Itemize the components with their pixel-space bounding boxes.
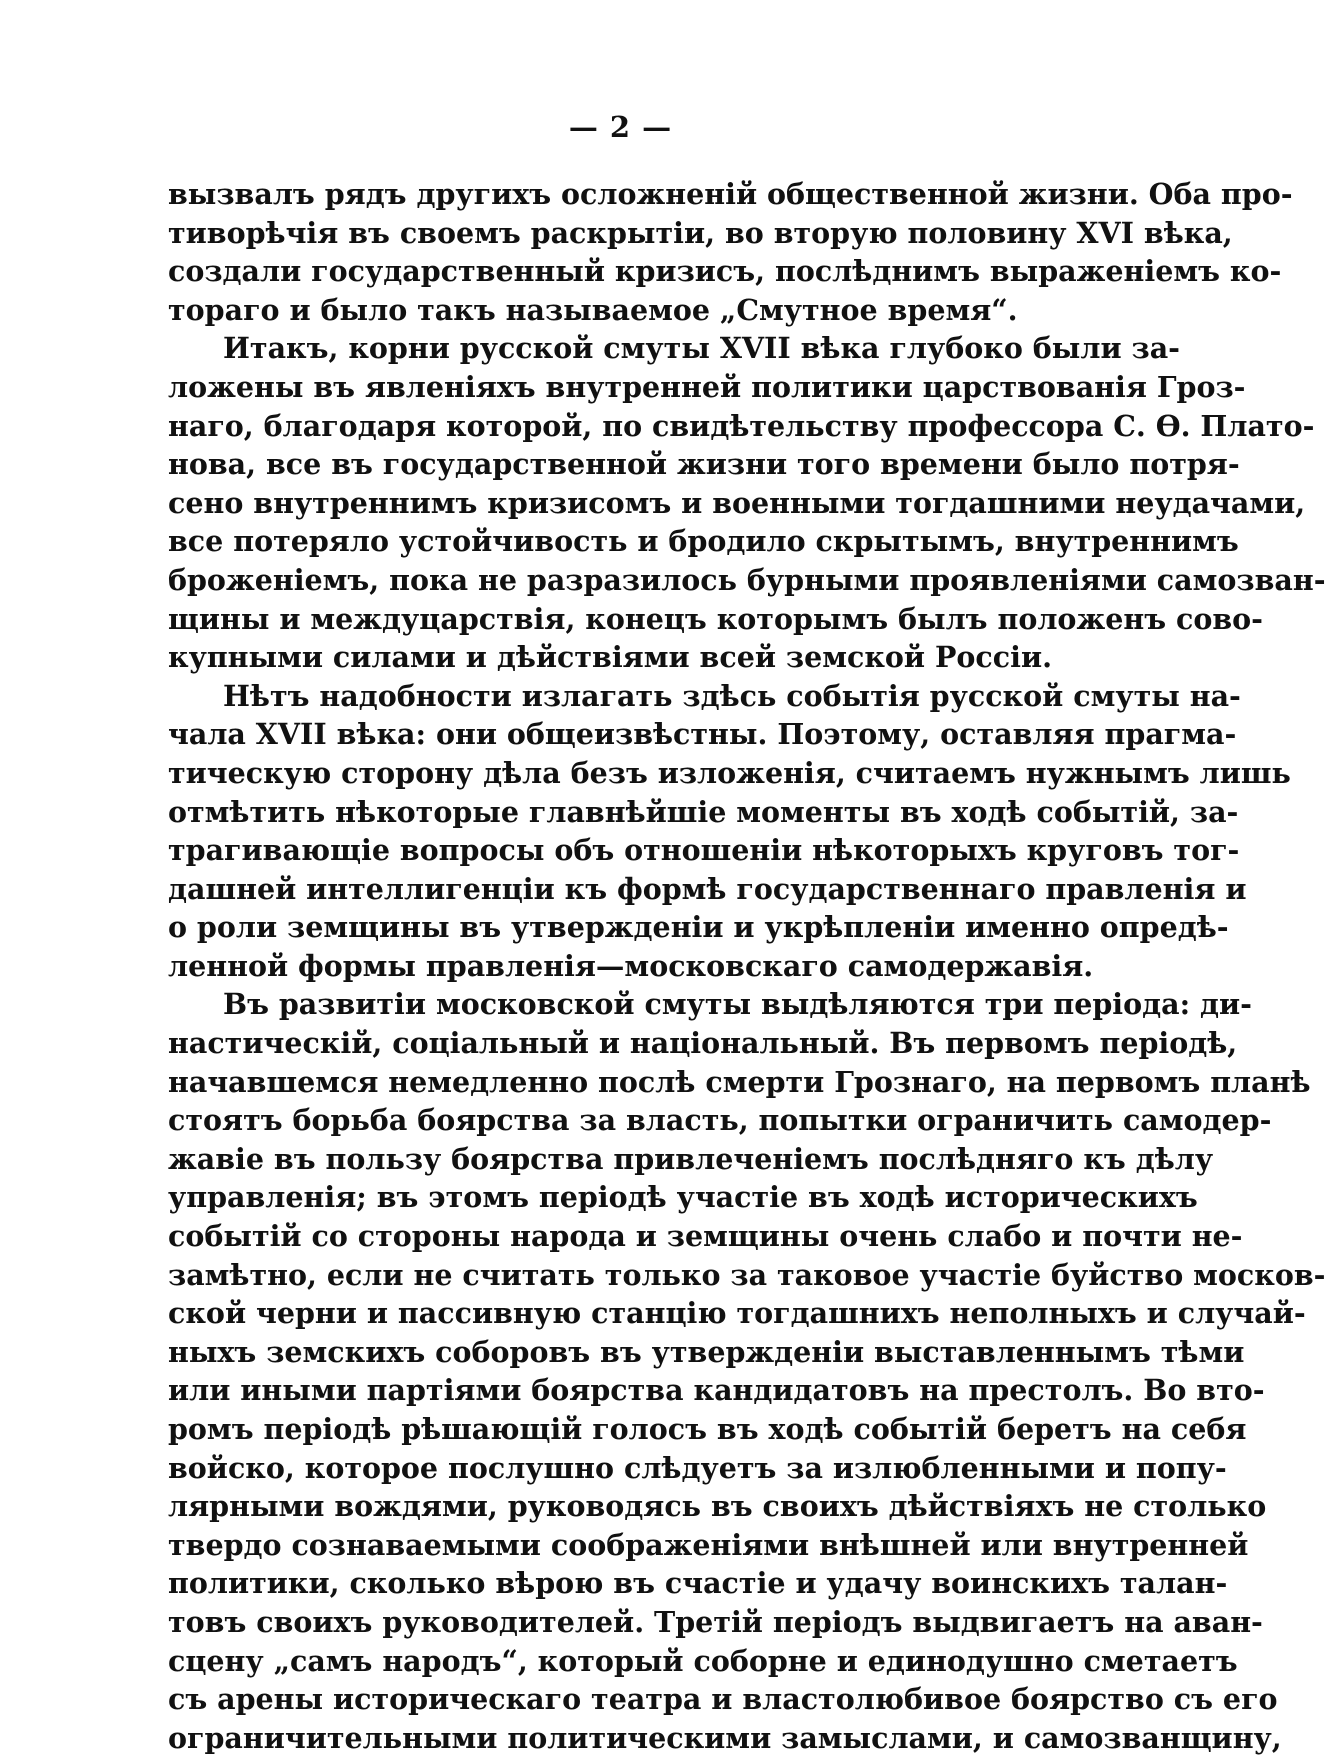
paragraph-2 — [168, 329, 1326, 676]
text-line: щины и междуцарствія, конецъ которымъ былъ положенъ сово- — [168, 601, 1263, 636]
text-line: Нѣтъ надобности излагать здѣсь событія русской смуты на- — [223, 678, 1241, 713]
text-line: создали государственный кризисъ, послѣднимъ выраженіемъ ко- — [168, 254, 1282, 289]
text-line: чала XVII вѣка: они общеизвѣстны. Поэтому, оставляя прагма- — [168, 717, 1237, 752]
text-line: начавшемся немедленно послѣ смерти Грознаго, на первомъ планѣ — [168, 1064, 1311, 1099]
paragraph-1 — [168, 175, 1293, 329]
text-line: броженіемъ, пока не разразилось бурными проявленіями самозван- — [168, 562, 1326, 597]
text-line: ской черни и пассивную станцію тогдашнихъ неполныхъ и случай- — [168, 1296, 1306, 1331]
text-line: твердо сознаваемыми соображеніями внѣшней или внутренней — [168, 1527, 1249, 1562]
text-line: о роли земщины въ утвержденіи и укрѣпленіи именно опредѣ- — [168, 910, 1229, 945]
body-text — [168, 175, 1326, 1757]
text-line: купными силами и дѣйствіями всей земской Россіи. — [168, 640, 1053, 675]
text-line: ленной формы правленія—московскаго самодержавія. — [168, 948, 1094, 983]
text-line: товъ своихъ руководителей. Третій періодъ выдвигаетъ на аван- — [168, 1604, 1263, 1639]
text-line: или иными партіями боярства кандидатовъ на престолъ. Во вто- — [168, 1373, 1265, 1408]
text-line: вызвалъ рядъ другихъ осложненій общественной жизни. Оба про- — [168, 177, 1293, 211]
text-line: тическую сторону дѣла безъ изложенія, считаемъ нужнымъ лишь — [168, 755, 1291, 790]
text-line: сено внутреннимъ кризисомъ и военными тогдашними неудачами, — [168, 485, 1306, 520]
text-line: Въ развитіи московской смуты выдѣляются три періода: ди- — [223, 987, 1253, 1022]
text-line: ныхъ земскихъ соборовъ въ утвержденіи выставленнымъ тѣми — [168, 1334, 1245, 1369]
text-line: стоятъ борьба боярства за власть, попытки ограничить самодер- — [168, 1103, 1272, 1138]
text-line: трагивающіе вопросы объ отношеніи нѣкоторыхъ круговъ тог- — [168, 833, 1240, 868]
text-line: событій со стороны народа и земщины очень слабо и почти не- — [168, 1219, 1243, 1254]
text-line: тораго и было такъ называемое „Смутное время“. — [168, 292, 1018, 327]
text-line: жавіе въ пользу боярства привлеченіемъ послѣдняго къ дѣлу — [168, 1141, 1214, 1176]
text-line: управленія; въ этомъ періодѣ участіе въ ходѣ историческихъ — [168, 1180, 1198, 1215]
text-line: войско, которое послушно слѣдуетъ за излюбленными и попу- — [168, 1450, 1227, 1485]
text-line: дашней интеллигенціи къ формѣ государственнаго правленія и — [168, 871, 1247, 906]
text-line: сцену „самъ народъ“, который соборне и единодушно сметаетъ — [168, 1643, 1238, 1678]
text-line: политики, сколько вѣрою въ счастіе и удачу воинскихъ талан- — [168, 1566, 1228, 1601]
text-line: тиворѣчія въ своемъ раскрытіи, во вторую половину XVI вѣка, — [168, 215, 1233, 250]
text-line: отмѣтить нѣкоторые главнѣйшіе моменты въ ходѣ событій, за- — [168, 794, 1239, 829]
text-line: настическій, соціальный и національный. Въ первомъ періодѣ, — [168, 1026, 1238, 1061]
text-line: ромъ періодѣ рѣшающій голосъ въ ходѣ событій беретъ на себя — [168, 1412, 1247, 1446]
text-line: съ арены историческаго театра и властолюбивое боярство съ его — [168, 1682, 1278, 1717]
paragraph-3 — [168, 677, 1291, 986]
page-number: — 2 — — [568, 110, 673, 144]
paragraph-4 — [168, 985, 1326, 1757]
text-line: ложены въ явленіяхъ внутренней политики царствованія Гроз- — [168, 369, 1246, 404]
text-line: Итакъ, корни русской смуты XVII вѣка глубоко были за- — [223, 331, 1180, 366]
text-line: нова, все въ государственной жизни того времени было потря- — [168, 447, 1240, 482]
text-line: замѣтно, если не считать только за таковое участіе буйство москов- — [168, 1257, 1326, 1292]
text-line: наго, благодаря которой, по свидѣтельству профессора С. Ѳ. Плато- — [168, 408, 1315, 443]
text-line: ограничительными политическими замыслами, и самозванщину, — [168, 1720, 1282, 1755]
text-line: все потеряло устойчивость и бродило скрытымъ, внутреннимъ — [168, 524, 1239, 559]
text-line: лярными вождями, руководясь въ своихъ дѣйствіяхъ не столько — [168, 1489, 1267, 1524]
